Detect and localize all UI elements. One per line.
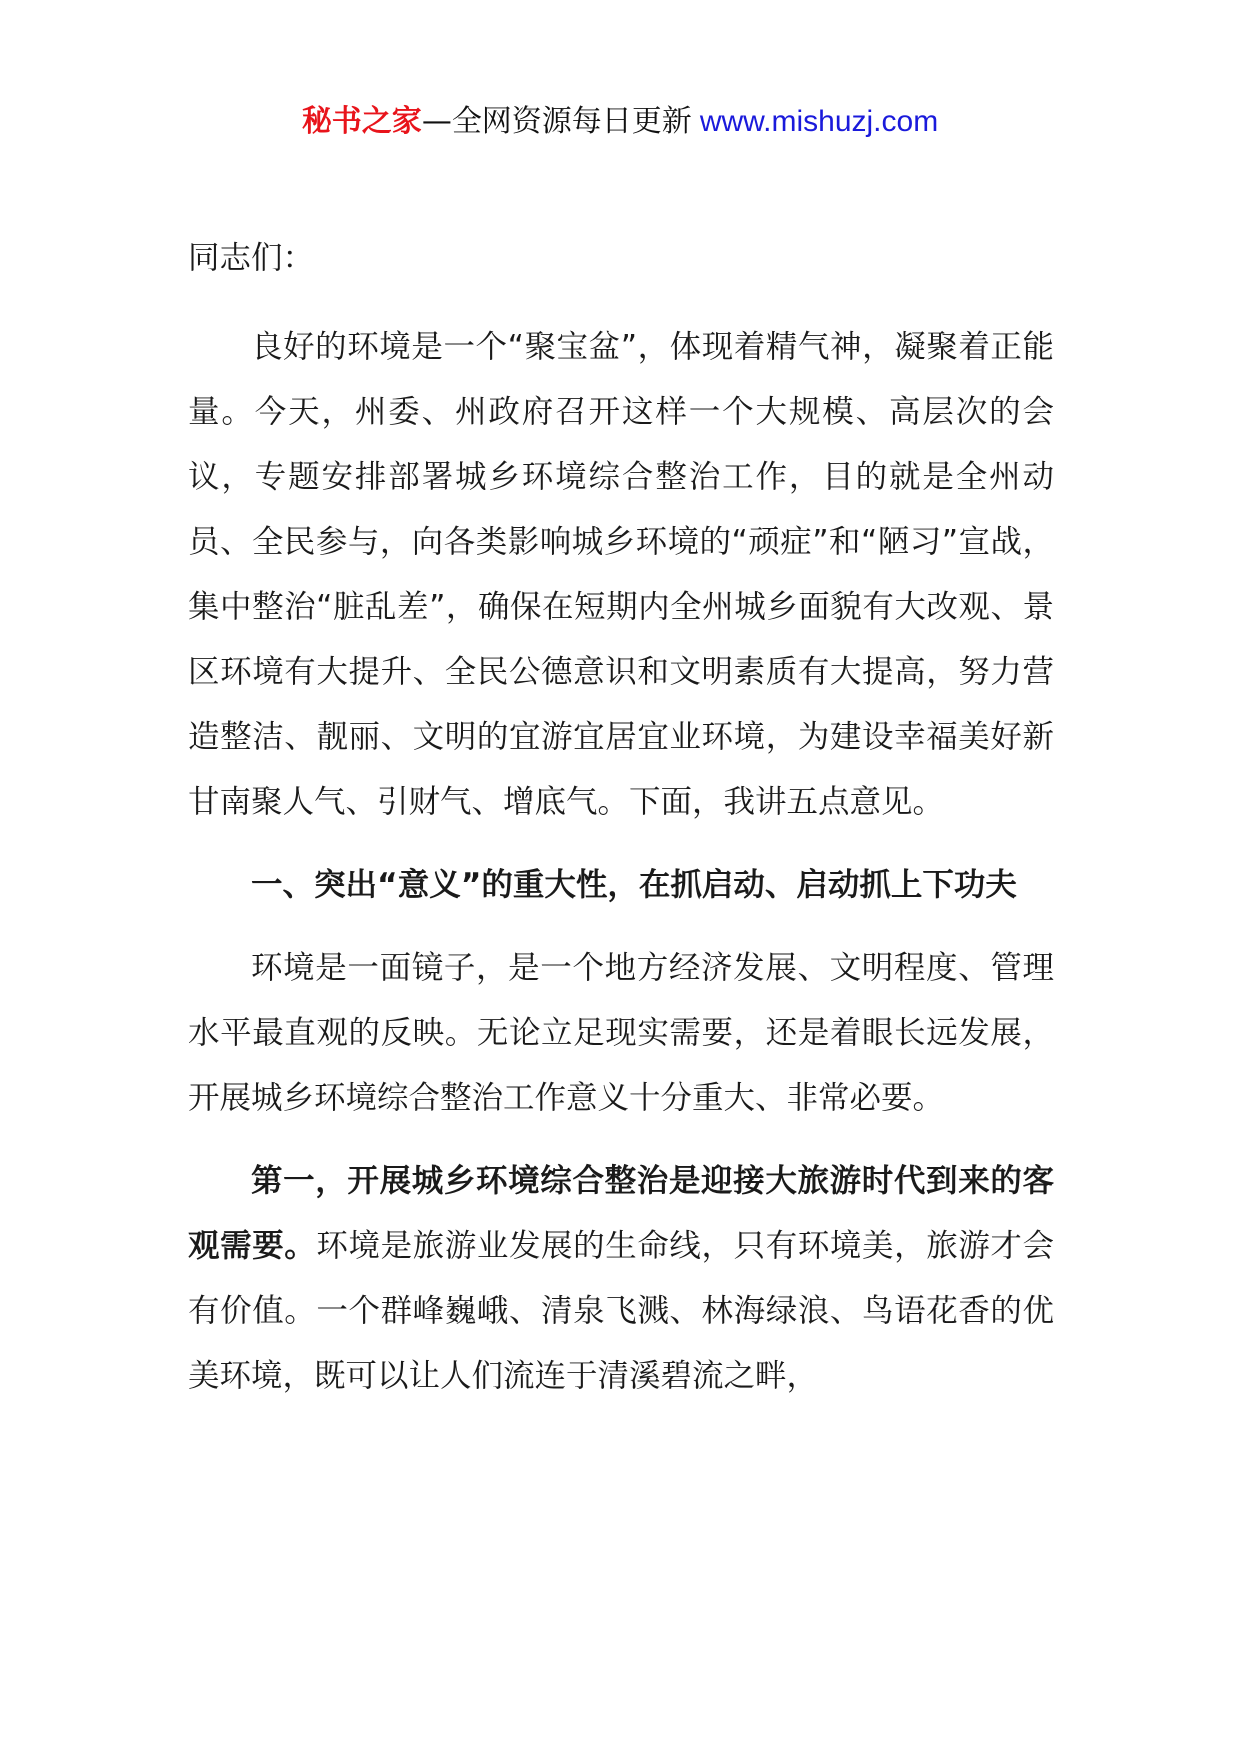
point-1-body: 环境是旅游业发展的生命线，只有环境美，旅游才会有价值。一个群峰巍峨、清泉飞溅、林海绿浪、鸟语花香的优美环境，既可以让人们流连于清溪碧流之畔， (188, 1228, 1054, 1394)
section-1-paragraph: 环境是一面镜子，是一个地方经济发展、文明程度、管理水平最直观的反映。无论立足现实需要，还是着眼长远发展，开展城乡环境综合整治工作意义十分重大、非常必要。 (188, 950, 1054, 1116)
document-body (188, 226, 1054, 1409)
point-1-paragraph (188, 1149, 1054, 1409)
site-brand: 秘书之家 (301, 104, 422, 139)
site-tagline: —全网资源每日更新 (421, 104, 692, 139)
intro-paragraph: 良好的环境是一个“聚宝盆”，体现着精气神，凝聚着正能量。今天，州委、州政府召开这样一个大规模、高层次的会议，专题安排部署城乡环境综合整治工作，目的就是全州动员、全民参与，向各类影响城乡环境的“顽症”和“陋习”宣战，集中整治“脏乱差”，确保在短期内全州城乡面貌有大改观、景区环境有大提升、全民公德意识和文明素质有大提高，努力营造整洁、靓丽、文明的宜游宜居宜业环境，为建设幸福美好新甘南聚人气、引财气、增底气。下面，我讲五点意见。 (188, 329, 1054, 820)
site-header (0, 100, 1240, 144)
point-1-lead: 第一，开展城乡环境综合整治是迎接大旅游时代到来的客观需要。 (188, 1163, 1054, 1264)
greeting: 同志们： (188, 240, 315, 276)
site-url[interactable]: www.mishuzj.com (699, 105, 939, 138)
section-heading-1: 一、突出“意义”的重大性，在抓启动、启动抓上下功夫 (251, 867, 1017, 903)
